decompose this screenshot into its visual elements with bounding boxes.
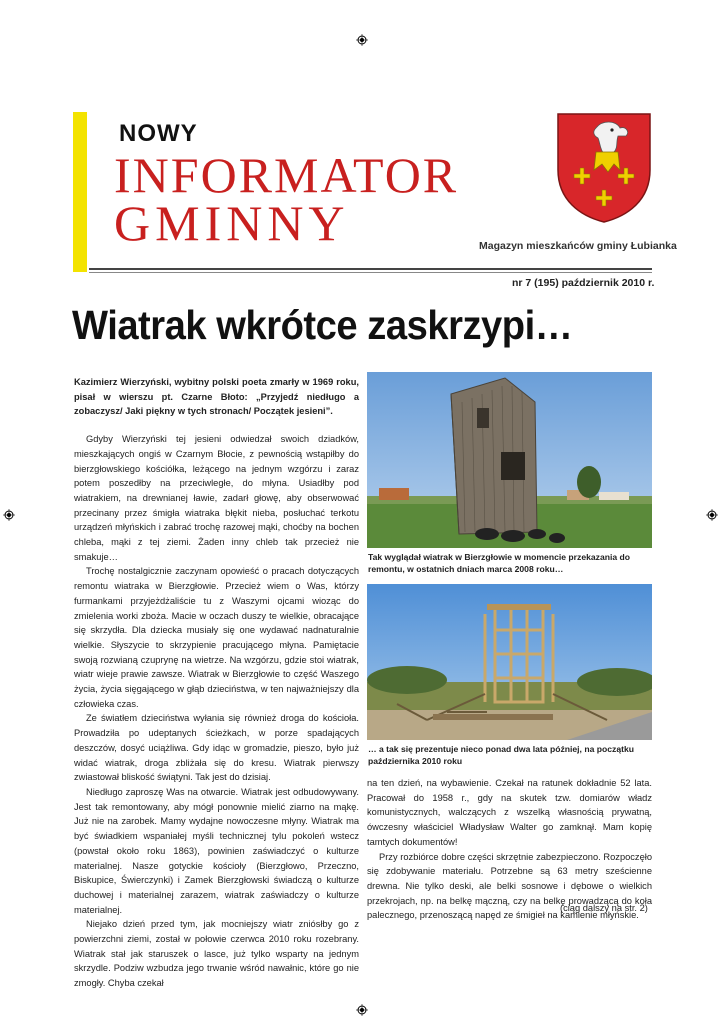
photo-windmill-before — [367, 372, 652, 548]
issue-info: nr 7 (195) październik 2010 r. — [512, 277, 655, 289]
masthead-title-line1: INFORMATOR — [114, 147, 459, 203]
article-paragraph: na ten dzień, na wybawienie. Czekał na ratunek dokładnie 52 lata. Pracował do 1958 r., gdy na skutek tzw. domiarów władz komunistycznych, walczących z wszelką własnością prywatną, ówczesny właściciel Władysław Walter go zamknął. Mam kopię tamtych dokumentów! — [367, 778, 652, 847]
coat-of-arms-icon — [556, 112, 652, 224]
photo-caption-before: Tak wyglądał wiatrak w Bierzgłowie w momencie przekazania do remontu, w ostatnich dniach marca 2008 roku… — [368, 552, 631, 574]
masthead-prefix: NOWY — [119, 120, 198, 147]
photo-caption-after: … a tak się prezentuje nieco ponad dwa lata później, na początku października 2010 roku — [368, 744, 634, 766]
article-lead: Kazimierz Wierzyński, wybitny polski poeta zmarły w 1969 roku, pisał w wierszu pt. Czarne Błoto: „Przyjedź niedługo a zobaczysz/ Jaki piękny w tych stronach/ Początek jesieni”. — [74, 377, 359, 417]
article-paragraph: Trochę nostalgicznie zaczynam opowieść o pracach dotyczących remontu wiatraka w Bierzgłowie. Przecież wiem o Was, którzy furmankami przyjeżdżaliście tu z Waszymi ojcami wioząc do zmielenia worki zboża. Macie w oczach duszy te wielkie, obracające się skrzydła. Dla dziecka musiały się one wydawać nadnaturalnie wielkie. Słyszycie to skrzypienie pracującego młyna. Pamiętacie swoją rozwianą czuprynę na wietrze. Na wzgórzu, gdzie stoi wiatrak, wiatr wieje prawie zawsze. Wiatrak w Bierzgłowie to część Waszego życia, życia sięgającego w głąb dzieciństwa, w ten najważniejszy dla człowieka czas. — [74, 566, 359, 709]
masthead-tagline: Magazyn mieszkańców gminy Łubianka — [479, 240, 677, 252]
article-paragraph: Ze światłem dzieciństwa wyłania się również droga do kościoła. Prowadziła po udeptanych ścieżkach, w porze spadających deszczów, dosyć uciążliwa. Gdy idąc w gromadzie, pieszo, było już widać wiatrak, droga zbliżała się do kresu. Wiatrak pierwszy zwiastował bliskość świątyni. Tak jest do dzisiaj. — [74, 713, 359, 783]
registration-mark-right-icon — [706, 509, 718, 521]
masthead-rule — [89, 268, 652, 270]
masthead-rule-thin — [89, 272, 652, 273]
article-column-1 — [74, 375, 359, 991]
article-column-2 — [367, 776, 652, 923]
article-headline: Wiatrak wkrótce zaskrzypi… — [72, 302, 573, 348]
article-paragraph: Niedługo zaproszę Was na otwarcie. Wiatrak jest odbudowywany. Jest tak remontowany, aby mógł ponownie mielić ziarno na mąkę. Już nie na zarobek. Mamy wydajne nowoczesne młyny. Wiatrak ma być świadkiem wspaniałej myśli technicznej tylu pokoleń wstecz (powstał około roku 1863), powinien zaświadczyć o kulturze materialnej. Nasze gotyckie kościoły (Bierzgłowo, Przeczno, Biskupice, Świerczynki) i Zamek Bierzgłowski świadczą o kulturze duchowej i materialnej zarazem, wiatrak zaświadczy o kulturze materialnej. — [74, 786, 359, 915]
masthead-title-line2: GMINNY — [114, 195, 350, 251]
article-paragraph: Gdyby Wierzyński tej jesieni odwiedzał swoich dziadków, mieszkających ongiś w Czarnym Błocie, z pewnością wstąpiłby do bierzgłowskiego kościółka, leżącego na jednym wzgórzu i zaraz potem poszedłby na przeciwległe, do młyna. Usiadłby pod wiatrakiem, na drewnianej ławie, zadarł głowę, aby obserwować przecinany przez śmigła wiatraka błękit nieba, posłuchać terkotu urządzeń młyńskich i zabrać trochę razowej mąki, choćby na bochen chleba, mąki z tej ziemi. Żaden inny chleb tak przecież nie smakuje… — [74, 434, 359, 562]
masthead-accent-bar — [73, 112, 87, 272]
article-paragraph: Przy rozbiórce dobre części skrzętnie zabezpieczono. Rozpoczęło się zdobywanie materiału. Potrzebne są 63 metry sześcienne drewna. Nie tylko deski, ale belki sosnowe i dębowe o wielkich przekrojach, np. na belkę mączną, czy na belkę prowadzącą do koła palecznego, przenoszącą napęd ze śmigieł na kamienie młyńskie. — [367, 851, 652, 921]
photo-windmill-after — [367, 584, 652, 740]
registration-mark-left-icon — [3, 509, 15, 521]
article-paragraph: Niejako dzień przed tym, jak mocniejszy wiatr zniósłby go z powierzchni ziemi, został w połowie czerwca 2010 roku rozebrany. Wiatrak stał jak staruszek o lasce, już tylko wsparty na jednym skrzydle. Podziw wzbudza jego trwanie wśród nawałnic, które go nie zmogły. Chyba czekał — [74, 919, 359, 989]
registration-mark-top-icon — [356, 34, 368, 46]
registration-mark-bottom-icon — [356, 1004, 368, 1016]
continued-note: (ciąg dalszy na str. 2) — [560, 903, 648, 913]
